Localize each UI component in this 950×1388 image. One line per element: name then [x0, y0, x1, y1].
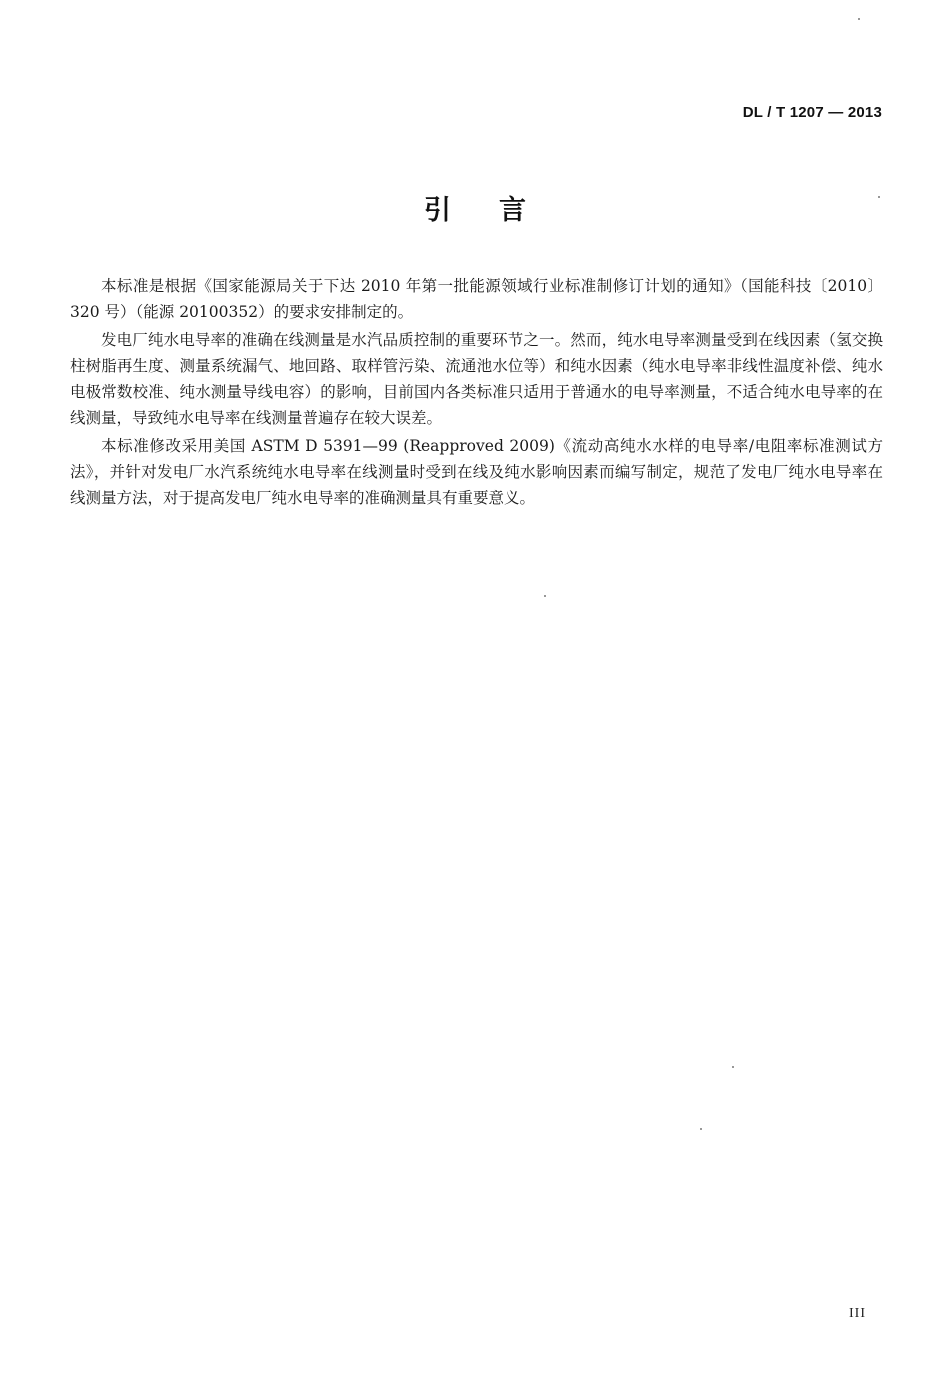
- scan-speck: [878, 196, 880, 198]
- page-number: III: [849, 1306, 866, 1321]
- standard-code: DL / T 1207 — 2013: [742, 104, 882, 121]
- paragraph-1: 本标准是根据《国家能源局关于下达 2010 年第一批能源领域行业标准制修订计划的通知》（国能科技〔2010〕320 号）（能源 20100352）的要求安排制定的。: [70, 277, 883, 321]
- scan-speck: [858, 18, 860, 20]
- paragraph-2: 发电厂纯水电导率的准确在线测量是水汽品质控制的重要环节之一。然而，纯水电导率测量受到在线因素（氢交换柱树脂再生度、测量系统漏气、地回路、取样管污染、流通池水位等）和纯水因素（纯水电导率非线性温度补偿、纯水电极常数校准、纯水测量导线电容）的影响，目前国内各类标准只适用于普通水的电导率测量，不适合纯水电导率的在线测量，导致纯水电导率在线测量普遍存在较大误差。: [70, 331, 883, 427]
- scan-speck: [544, 595, 546, 597]
- scan-speck: [732, 1066, 734, 1068]
- paragraph-3: 本标准修改采用美国 ASTM D 5391—99 (Reapproved 2009)《流动高纯水水样的电导率/电阻率标准测试方法》，并针对发电厂水汽系统纯水电导率在线测量时受到在线及纯水影响因素而编写制定，规范了发电厂纯水电导率在线测量方法，对于提高发电厂纯水电导率的准确测量具有重要意义。: [70, 437, 883, 507]
- introduction-body: [70, 273, 883, 513]
- page-title: 引言: [424, 195, 574, 226]
- scan-speck: [700, 1128, 702, 1130]
